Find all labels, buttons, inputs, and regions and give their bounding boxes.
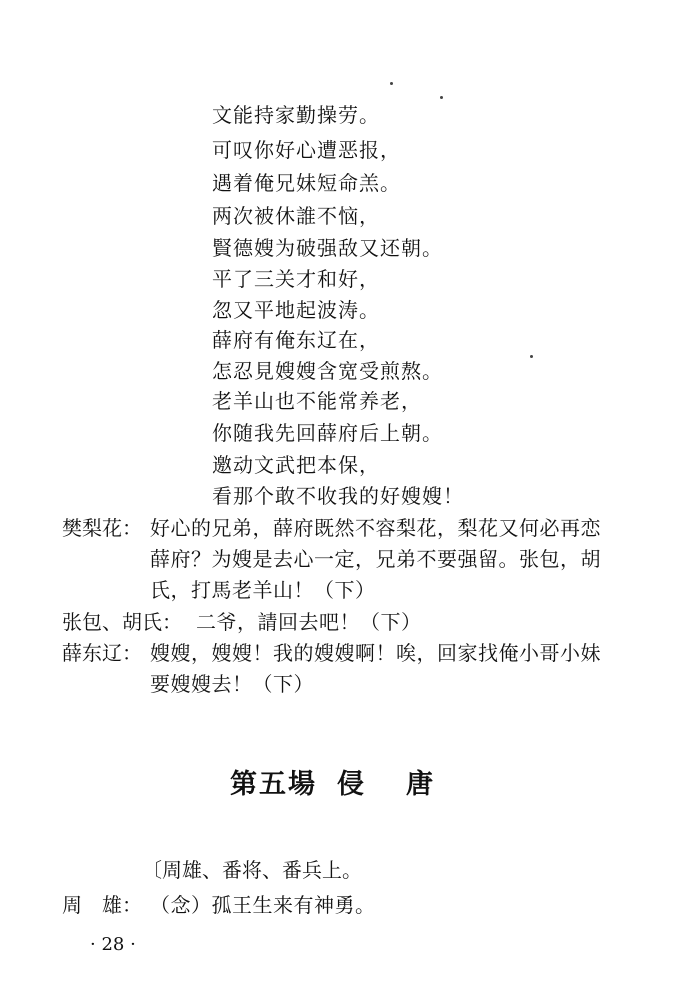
verse-line: 文能持家勤操劳。	[212, 103, 380, 127]
verse-line: 老羊山也不能常养老，	[212, 389, 422, 413]
speech-line: 要嫂嫂去！（下）	[150, 672, 314, 696]
print-speck	[390, 82, 393, 85]
verse-line: 遇着俺兄妹短命羔。	[212, 171, 401, 195]
print-speck	[530, 355, 533, 358]
verse-line: 两次被休誰不恼，	[212, 204, 380, 228]
verse-line: 怎忍見嫂嫂含宽受煎熬。	[212, 359, 443, 383]
stage-direction: 〔周雄、番将、番兵上。	[142, 858, 362, 882]
verse-line: 忽又平地起波涛。	[212, 298, 380, 322]
speech-line: 好心的兄弟，薛府既然不容梨花，梨花又何必再恋	[150, 516, 601, 540]
speech-line: 嫂嫂，嫂嫂！我的嫂嫂啊！唉，回家找俺小哥小妹	[150, 641, 601, 665]
speech-line: 薛府？为嫂是去心一定，兄弟不要强留。张包，胡	[150, 547, 601, 571]
scene-number: 第五場	[230, 769, 317, 800]
speech-line: （念）孤王生来有神勇。	[150, 893, 376, 917]
verse-line: 平了三关才和好，	[212, 267, 380, 291]
speech-line: 氏，打馬老羊山！（下）	[150, 578, 376, 602]
verse-line: 你随我先回薛府后上朝。	[212, 421, 443, 445]
verse-line: 邀动文武把本保，	[212, 453, 380, 477]
page-number: · 28 ·	[90, 934, 136, 955]
speaker-fan-lihua: 樊梨花：	[62, 516, 142, 540]
speaker-zhou-xiong: 周 雄：	[62, 893, 142, 917]
speaker-zhangbao-hushi: 张包、胡氏：	[62, 610, 182, 634]
speaker-xue-dongliao: 薛东辽：	[62, 641, 142, 665]
verse-line: 賢德嫂为破强敌又还朝。	[212, 236, 443, 260]
verse-line: 可叹你好心遭恶报，	[212, 138, 401, 162]
scene-title-char: 侵	[337, 769, 366, 800]
speech-line: 二爷，請回去吧！（下）	[196, 610, 422, 634]
scene-title-char: 唐	[406, 769, 435, 800]
verse-line: 薛府有俺东辽在，	[212, 328, 380, 352]
scene-heading	[230, 762, 435, 801]
print-speck	[440, 96, 443, 99]
verse-line: 看那个敢不收我的好嫂嫂！	[212, 484, 464, 508]
